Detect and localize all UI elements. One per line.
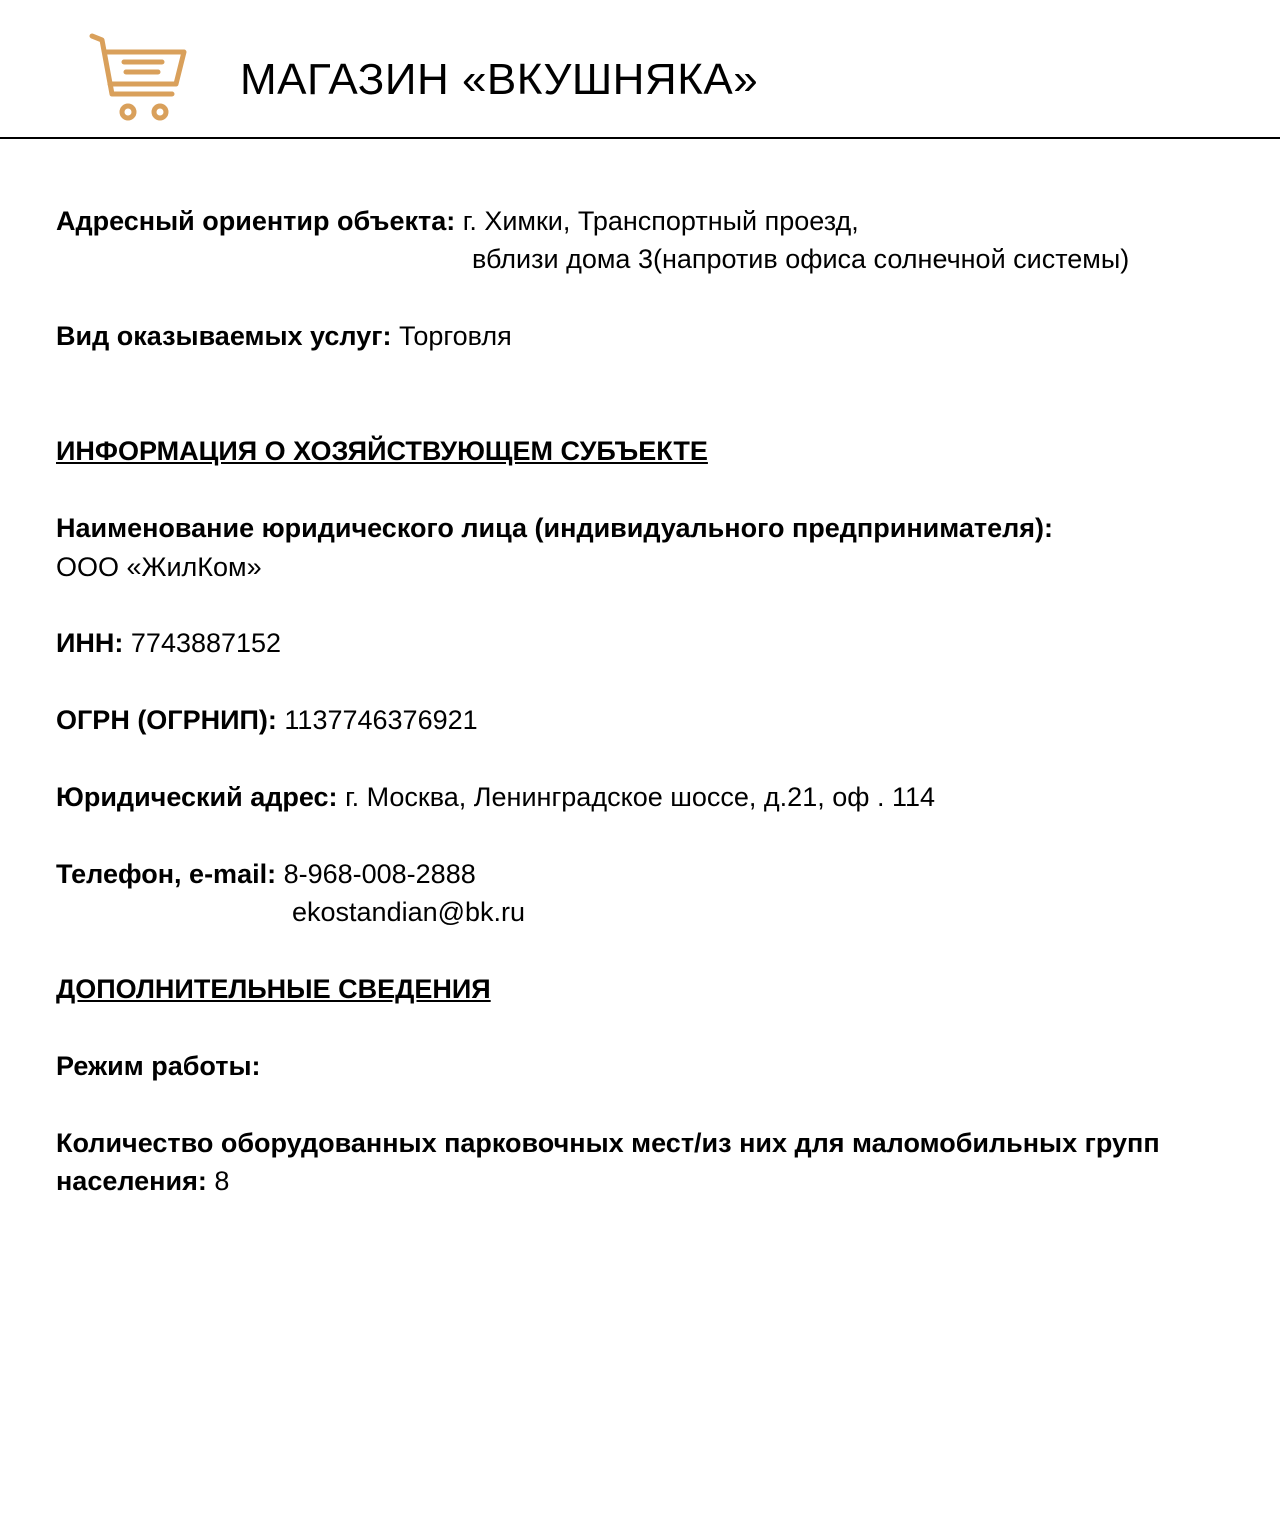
parking-row bbox=[56, 1124, 1160, 1162]
additional-section-heading: ДОПОЛНИТЕЛЬНЫЕ СВЕДЕНИЯ bbox=[56, 974, 491, 1004]
store-title: МАГАЗИН «ВКУШНЯКА» bbox=[240, 55, 759, 104]
object-address-line2: вблизи дома 3(напротив офиса солнечной системы) bbox=[472, 244, 1130, 274]
ogrn-label: ОГРН (ОГРНИП): bbox=[56, 705, 277, 735]
ogrn-value: 1137746376921 bbox=[276, 705, 478, 735]
contact-row bbox=[56, 855, 476, 893]
inn-value: 7743887152 bbox=[123, 628, 282, 658]
parking-label-line1: Количество оборудованных парковочных мест/из них для маломобильных групп bbox=[56, 1128, 1160, 1158]
legal-address-row bbox=[56, 778, 935, 816]
working-hours-label: Режим работы: bbox=[56, 1051, 261, 1081]
legal-address-value: г. Москва, Ленинградское шоссе, д.21, оф . 114 bbox=[337, 782, 935, 812]
email-value: ekostandian@bk.ru bbox=[292, 897, 526, 927]
object-address-label: Адресный ориентир объекта: bbox=[56, 206, 456, 236]
contact-label: Телефон, e-mail: bbox=[56, 859, 277, 889]
parking-label-line2: населения: bbox=[56, 1166, 207, 1196]
service-type-row bbox=[56, 317, 512, 355]
object-address-line1: г. Химки, Транспортный проезд, bbox=[455, 206, 859, 236]
inn-label: ИНН: bbox=[56, 628, 124, 658]
entity-name-row bbox=[56, 509, 1053, 547]
object-address-row bbox=[56, 202, 859, 240]
service-type-label: Вид оказываемых услуг: bbox=[56, 321, 392, 351]
entity-name-label: Наименование юридического лица (индивидуального предпринимателя): bbox=[56, 513, 1053, 543]
service-type-value: Торговля bbox=[391, 321, 512, 351]
parking-row-line2 bbox=[56, 1162, 229, 1200]
page-header bbox=[0, 0, 1280, 139]
shopping-cart-icon bbox=[88, 32, 188, 124]
working-hours-row bbox=[56, 1047, 261, 1085]
parking-value: 8 bbox=[206, 1166, 230, 1196]
entity-name-value: ООО «ЖилКом» bbox=[56, 552, 262, 582]
phone-value: 8-968-008-2888 bbox=[276, 859, 476, 889]
legal-address-label: Юридический адрес: bbox=[56, 782, 338, 812]
entity-section-heading: ИНФОРМАЦИЯ О ХОЗЯЙСТВУЮЩЕМ СУБЪЕКТЕ bbox=[56, 436, 708, 466]
ogrn-row bbox=[56, 701, 478, 739]
inn-row bbox=[56, 624, 281, 662]
